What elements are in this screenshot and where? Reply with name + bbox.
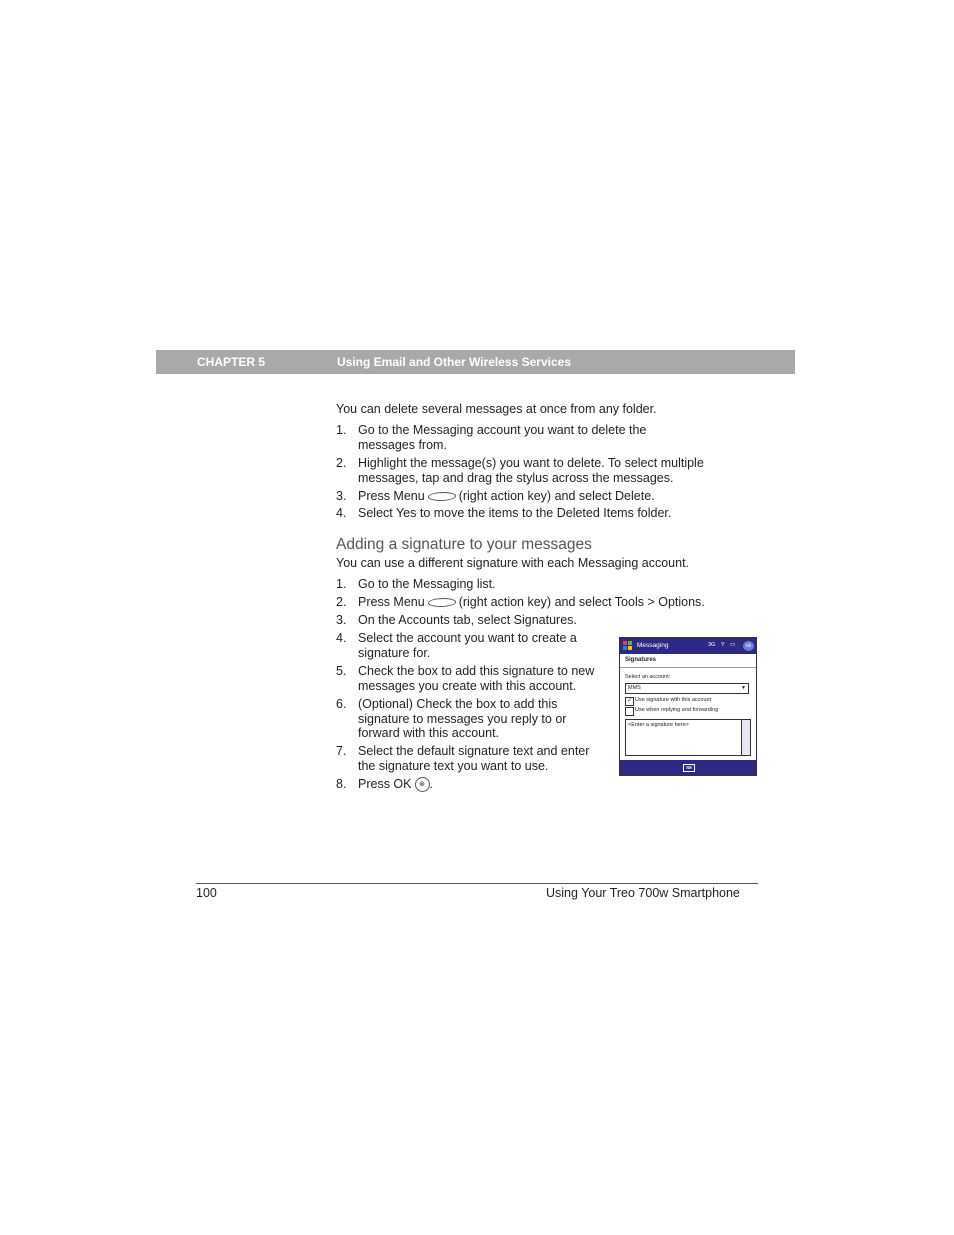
phone-separator xyxy=(620,667,756,668)
list2-step-6-line-2: signature to messages you reply to or xyxy=(358,712,567,726)
list2-num-7: 7. xyxy=(336,744,347,758)
signal-icon: Y xyxy=(721,642,725,648)
signature-textarea[interactable] xyxy=(625,719,751,756)
chapter-header-bar xyxy=(156,350,795,374)
list1-step-3-before: Press Menu xyxy=(358,489,425,503)
phone-ok-button[interactable]: ok xyxy=(743,641,754,651)
section-heading: Adding a signature to your messages xyxy=(336,536,592,553)
phone-account-label: Select an account: xyxy=(625,674,671,680)
list2-step-2-after: (right action key) and select Tools > Options. xyxy=(458,595,705,609)
list2-step-5-line-1: Check the box to add this signature to new xyxy=(358,664,595,678)
battery-icon: ▭ xyxy=(730,642,736,648)
list1-num-4: 4. xyxy=(336,506,347,520)
menu-key-icon xyxy=(426,492,457,501)
list2-num-3: 3. xyxy=(336,613,347,627)
footer-divider xyxy=(196,883,758,884)
list2-step-2-before: Press Menu xyxy=(358,595,425,609)
list1-step-3-after: (right action key) and select Delete. xyxy=(458,489,655,503)
list1-step-1-line-2: messages from. xyxy=(358,438,447,452)
list2-step-2 xyxy=(358,595,705,610)
list2-num-8: 8. xyxy=(336,777,347,791)
use-signature-label: Use signature with this account xyxy=(635,697,712,703)
phone-account-value: MMS xyxy=(628,685,641,691)
list2-num-6: 6. xyxy=(336,697,347,711)
phone-section-title: Signatures xyxy=(625,657,657,663)
list1-step-2-line-2: messages, tap and drag the stylus across the messages. xyxy=(358,471,674,485)
list2-step-6-line-3: forward with this account. xyxy=(358,726,500,740)
section-intro: You can use a different signature with each Messaging account. xyxy=(336,556,690,570)
footer-title: Using Your Treo 700w Smartphone xyxy=(546,886,740,900)
list2-step-1-line-1: Go to the Messaging list. xyxy=(358,577,496,591)
chapter-title: Using Email and Other Wireless Services xyxy=(337,355,571,369)
menu-key-icon xyxy=(426,598,457,607)
list2-num-1: 1. xyxy=(336,577,347,591)
phone-screenshot xyxy=(619,637,757,776)
list1-num-3: 3. xyxy=(336,489,347,503)
list1-step-2-line-1: Highlight the message(s) you want to delete. To select multiple xyxy=(358,456,704,470)
phone-bottom-bar xyxy=(620,760,756,775)
list2-step-8-before: Press OK xyxy=(358,777,412,791)
reply-forward-checkbox[interactable] xyxy=(625,707,634,716)
dropdown-arrow-icon: ▼ xyxy=(741,685,746,691)
list2-step-6-line-1: (Optional) Check the box to add this xyxy=(358,697,558,711)
list1-num-1: 1. xyxy=(336,423,347,437)
signature-text: <Enter a signature here> xyxy=(628,722,689,728)
list2-num-2: 2. xyxy=(336,595,347,609)
list2-step-7-line-1: Select the default signature text and enter xyxy=(358,744,590,758)
list2-step-3-line-1: On the Accounts tab, select Signatures. xyxy=(358,613,577,627)
list2-step-8-after: . xyxy=(429,777,433,791)
list2-num-5: 5. xyxy=(336,664,347,678)
use-signature-checkbox[interactable]: ✓ xyxy=(626,698,633,704)
list2-step-4-line-1: Select the account you want to create a xyxy=(358,631,577,645)
list1-num-2: 2. xyxy=(336,456,347,470)
list2-step-7-line-2: the signature text you want to use. xyxy=(358,759,549,773)
windows-start-icon[interactable] xyxy=(623,641,632,650)
intro-paragraph: You can delete several messages at once from any folder. xyxy=(336,402,657,416)
list1-step-3 xyxy=(358,489,655,504)
page-number: 100 xyxy=(196,886,217,900)
list2-num-4: 4. xyxy=(336,631,347,645)
list2-step-4-line-2: signature for. xyxy=(358,646,431,660)
list1-step-4-line-1: Select Yes to move the items to the Deleted Items folder. xyxy=(358,506,672,520)
list2-step-8 xyxy=(358,777,433,792)
list1-step-1-line-1: Go to the Messaging account you want to delete the xyxy=(358,423,647,437)
phone-app-title: Messaging xyxy=(637,642,669,649)
phone-title-bar xyxy=(620,638,756,654)
textarea-scrollbar[interactable] xyxy=(741,720,750,755)
list2-step-5-line-2: messages you create with this account. xyxy=(358,679,577,693)
network-indicator-icon: 3G xyxy=(708,642,716,648)
ok-key-icon: ⊛ xyxy=(415,777,430,792)
chapter-label: CHAPTER 5 xyxy=(197,355,266,369)
keyboard-icon[interactable]: ⌨ xyxy=(683,764,695,772)
reply-forward-label: Use when replying and forwarding xyxy=(635,707,719,713)
phone-account-select[interactable] xyxy=(625,683,749,694)
